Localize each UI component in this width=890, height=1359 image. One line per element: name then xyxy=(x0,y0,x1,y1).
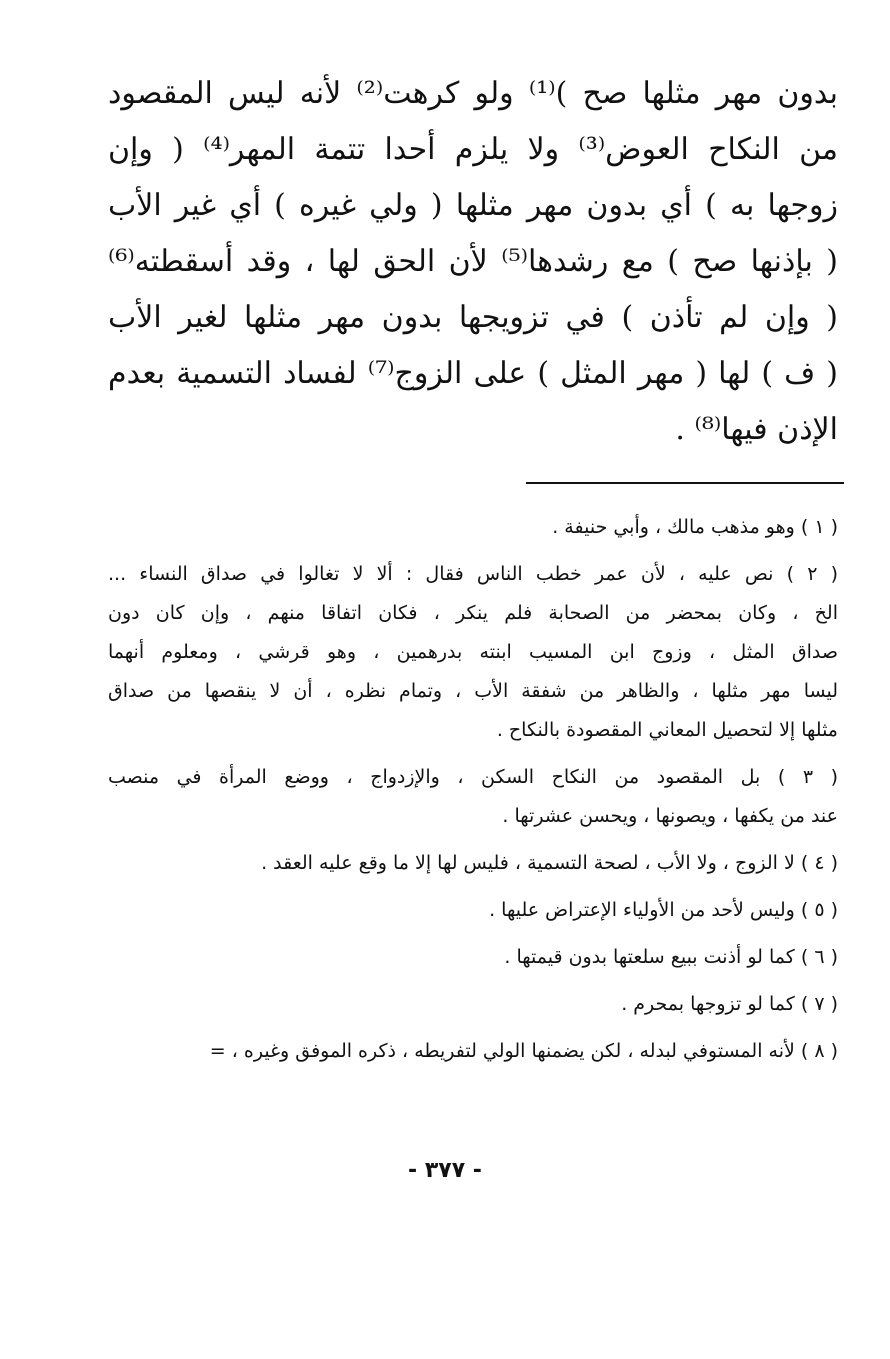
footnote-1 xyxy=(108,508,838,547)
footnote-line: مثلها إلا لتحصيل المعاني المقصودة بالنكاح . xyxy=(496,719,838,741)
footnote-line: ( ٣ ) بل المقصود من النكاح السكن ، والإزدواج ، ووضع المرأة في منصب xyxy=(108,766,838,788)
main-text-line: ( بإذنها صح ) مع رشدها⁽⁵⁾ لأن الحق لها ، وقد أسقطته⁽⁶⁾ xyxy=(108,244,838,279)
main-text-block xyxy=(108,66,838,458)
footnote-line: ( ١ ) وهو مذهب مالك ، وأبي حنيفة . xyxy=(552,516,838,538)
main-text-line: ( وإن لم تأذن ) في تزويجها بدون مهر مثلها لغير الأب xyxy=(108,300,838,335)
footnote-3 xyxy=(108,758,838,836)
footnote-line: ( ٧ ) كما لو تزوجها بمحرم . xyxy=(621,993,838,1015)
footnote-line: عند من يكفها ، ويصونها ، ويحسن عشرتها . xyxy=(502,805,838,827)
footnote-line: الخ ، وكان بمحضر من الصحابة فلم ينكر ، فكان اتفاقا منهم ، وإن كان دون xyxy=(108,602,838,624)
main-text-line: الإذن فيها⁽⁸⁾ . xyxy=(675,412,838,447)
footnote-line: ( ٤ ) لا الزوج ، ولا الأب ، لصحة التسمية ، فليس لها إلا ما وقع عليه العقد . xyxy=(261,852,838,874)
footnote-8 xyxy=(108,1032,838,1071)
footnote-5 xyxy=(108,891,838,930)
main-text-line: من النكاح العوض⁽³⁾ ولا يلزم أحدا تتمة المهر⁽⁴⁾ ( وإن xyxy=(108,132,838,167)
footnote-line: صداق المثل ، وزوج ابن المسيب ابنته بدرهمين ، وهو قرشي ، ومعلوم أنهما xyxy=(108,641,838,663)
footnote-4 xyxy=(108,844,838,883)
main-text-line: زوجها به ) أي بدون مهر مثلها ( ولي غيره ) أي غير الأب xyxy=(108,188,838,223)
footnotes-block xyxy=(108,508,838,1079)
footnote-line: ليسا مهر مثلها ، والظاهر من شفقة الأب ، وتمام نظره ، أن لا ينقصها من صداق xyxy=(108,680,838,702)
footnote-separator-rule xyxy=(526,482,844,484)
footnote-line: ( ٨ ) لأنه المستوفي لبدله ، لكن يضمنها الولي لتفريطه ، ذكره الموفق وغيره ، = xyxy=(209,1040,838,1062)
footnote-line: ( ٥ ) وليس لأحد من الأولياء الإعتراض عليها . xyxy=(489,899,838,921)
footnote-6 xyxy=(108,938,838,977)
footnote-2 xyxy=(108,555,838,750)
page-number: - ٣٧٧ - xyxy=(408,1158,482,1183)
main-text-line: ( ف ) لها ( مهر المثل ) على الزوج⁽⁷⁾ لفساد التسمية بعدم xyxy=(108,356,838,391)
main-text-line: بدون مهر مثلها صح )⁽¹⁾ ولو كرهت⁽²⁾ لأنه ليس المقصود xyxy=(108,76,838,111)
footnote-7 xyxy=(108,985,838,1024)
footnote-line: ( ٢ ) نص عليه ، لأن عمر خطب الناس فقال : ألا لا تغالوا في صداق النساء ... xyxy=(108,563,838,585)
footnote-line: ( ٦ ) كما لو أذنت ببيع سلعتها بدون قيمتها . xyxy=(504,946,838,968)
